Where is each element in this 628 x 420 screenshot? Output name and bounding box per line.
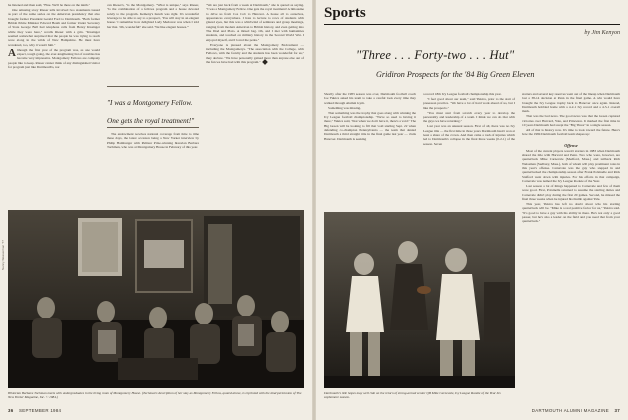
photo-illustration	[8, 210, 304, 388]
page-footer	[8, 408, 304, 413]
offense-heading: Offense	[564, 142, 578, 148]
photo-illustration	[324, 212, 515, 388]
page-footer	[324, 408, 620, 413]
article-column-2	[107, 3, 199, 79]
photo-credit: Nancy Wasserman '77	[1, 240, 5, 270]
paragraph: Shortly after the 1983 season was over, Dartmouth football coach Joe Yukica asked his team to take a careful look every time they walked through Alumni Gym.	[324, 92, 417, 105]
paragraph: "I feel good about our team," said Yukica, prior to the start of preseason practice. "We have a lot of hard work ahead of us, but I like the prospects."	[423, 96, 516, 110]
section-rule	[324, 24, 620, 25]
paragraph: Last year was an unusual season. First of all, there was no Ivy League title — the first time in three years Dartmouth hasn't won at least a share of the crown. And then came a rash of injuries which led to Dartmouth's collapse in the final three weeks (0-2-1) of the season. Seven	[423, 124, 516, 146]
article-column-3	[206, 3, 304, 181]
paragraph-text: lthough the first year of the program was, as one would expect, tough going, the ever-lengthening list of notables has become very impressive. Montgomery Fellows are company people like to keep. Rieser cannot think of any distinguished visitor for program just like Dartmouth's, nor	[8, 47, 101, 69]
paragraph: That something was the trophy that goes along with winning the Ivy League football championship. "We're so used to having it there," Yukica said, "that when we don't have it, there's a void." The Big Green will be looking to fill that void starting Sept. 22 when defending co-champion Pennsylvania — the team that denied Dartmouth a third straight title in the final game last year — visits Hanover. Dartmouth is seeking	[324, 110, 417, 141]
article-column-2-continued	[107, 132, 199, 182]
paragraph: Last season a lot of things happened to Carnevale and few of them were good. First, Polsinelle returned to assume the starting duties and Carnevale didn't play during the first 20 games. Second, he missed the final three weeks when he injured his thumb against Yale.	[522, 184, 621, 202]
paragraph: That was the bad news. The good news was that the Green captured victories over Harvard, Yale, and Princeton. It marked the first time in 10 years Dartmouth had swept the "Big Three" in a single season.	[522, 114, 621, 127]
paragraph: One amusing story Rieser tells involved two statements issued as part of the same series on the American presidency that also brought former President Gerald Ford to Dartmouth. "Both former British Prime Minister Edward Heath and former Under Secretary of State George Ball had telephone calls from Henry Kissinger while they were here," recalls Rieser with a grin. "Kissinger seemed somewhat surprised that the people he was trying to reach were along in the wilds of New Hampshire. He must have wondered, too, why it wasn't him."	[8, 7, 101, 47]
sports-column-2	[423, 92, 515, 204]
article-column-1	[8, 3, 100, 206]
paragraph: can Rieser's, "is the Montgomery. "What is unique," says Rieser, "is the combination of a fellows program and a house devoted solely to the program. Kemeny's hunch was right. It's wonderful leverage to be able to say to a prospect, 'You will stay in an elegant house.' I remember how delighted Lady Medawar was when I told her that. 'Oh, wonderful!' she said. 'We like elegant houses.'"	[107, 3, 200, 29]
end-of-article-mark	[262, 59, 268, 65]
pull-quote	[107, 86, 199, 128]
paragraph: This year, Yukica has left no doubt about who his starting quarterback will be. "Mike is a real positive factor for us," Yukica said. "It's good to have a guy with his ability in there. He's not only a good passer, but he's also a leader on the field and you need that from your quarterback."	[522, 202, 621, 224]
drop-paragraph	[8, 48, 100, 70]
paragraph: "You must start from scratch every year to develop the personality and leadership of a team. I think we can do that with the guys we have returning."	[423, 110, 516, 124]
paragraph: Most of the current players weren't starters in 1983 when Dartmouth shared the title with Harvard and Penn. Two who were, however, are quarterback Mike Carnevale (Medford, Mass.) and tailback Rich Weissman (Sudbury, Mass.), both of whom will play prominent roles in this year's offense. Carnevale was the guy who stepped in and quarterbacked the championship season after Frank Polsinelle and Rick Stafford went down with injuries. For his efforts in that campaign, Carnevale was named the Ivy League Rookie of the Year.	[522, 148, 621, 184]
article-subhead: Gridiron Prospects for the '84 Big Green Eleven	[376, 70, 535, 79]
paragraph: The endowment receives national coverage from time to time these days, the latest occasion being a New Yorker interview by Philip Hamburger with Pulitzer Prize-winning historian Barbara Tuchman, who was at Montgomery House in February of this year.	[107, 132, 200, 150]
sports-column-1	[324, 92, 416, 204]
paragraph: Something was missing.	[328, 105, 362, 110]
issue-date: SEPTEMBER 1984	[19, 408, 62, 413]
page-number: 37	[614, 408, 620, 413]
section-title: Sports	[324, 5, 366, 21]
quarterback-action-photo	[324, 212, 515, 388]
article-headline: "Three . . . Forty-two . . . Hut"	[356, 48, 515, 62]
right-page	[316, 0, 628, 420]
photo-caption: Dartmouth's title hopes may well ride on the return of strong-armed senior QB Mike Carnevale, Ivy League Rookie of the Year his sophomore season.	[324, 391, 501, 400]
photo-caption: Historian Barbara Tuchman meets with undergraduates in the living room of Montgomery House. (Tuchman's description of her stay as Montgomery Fellow, quoted above, is reprinted with the kind permission of The New Yorker Magazine, Inc. © 1984.)	[8, 391, 302, 400]
tuchman-living-room-photo	[8, 210, 304, 388]
sports-column-3	[522, 92, 620, 394]
paragraph: All of that is history now. It's time to look toward the future. Here's how the 1984 Dartmouth football team shapes up:	[522, 127, 621, 137]
left-page	[0, 0, 312, 420]
paragraph: starters and several key reserves went out of the lineup when Dartmouth lost a 38-14 decision at Penn in the final game. A win would have brought the Ivy League trophy back to Hanover once again. Instead, Dartmouth hobbled home with a 4-2-1 Ivy record and a 4-5-1 overall mark.	[522, 92, 621, 114]
paragraph: he listened and then said, "Fine. We'll be there on the ninth."	[8, 3, 91, 7]
drop-cap: A	[8, 46, 16, 59]
page-number: 36	[8, 408, 14, 413]
paragraph: "We are just back from a week at Dartmouth," she is quoted as saying. "I was a Montgomery Fellow. One gets the royal treatment! A limousine to drive us from Cos Cob to Hanover. A house all to ourselves, appearances everywhere. I hate to lecture to rows of students with glazed eyes, but this was a whirlwind of seminars and group meetings, ranging from modern American to British history, and even getting into The Iliad and Plato. A mixed bag. Oh, and I met with humanities students, and touched on military history in the Second World War. I enjoyed myself, and I loved the perks."	[206, 3, 305, 42]
byline: by Jim Kenyon	[584, 30, 620, 36]
magazine-name: DARTMOUTH ALUMNI MAGAZINE	[531, 408, 609, 413]
pull-quote-text: "I was a Montgomery Fellow. One gets the royal treatment!"	[107, 99, 195, 125]
paragraph: a record 18th Ivy League football championship this year.	[423, 92, 502, 96]
paragraph-text: Everyone is pleased about the Montgomery Endowment — including the Montgomerys. "The association with the College, with Fellows, with the faculty and the students has been wonderful for us," they declare. "We have personally gained more than anyone else out of the fun we have had with this program."	[206, 42, 305, 65]
paragraph	[206, 43, 304, 65]
